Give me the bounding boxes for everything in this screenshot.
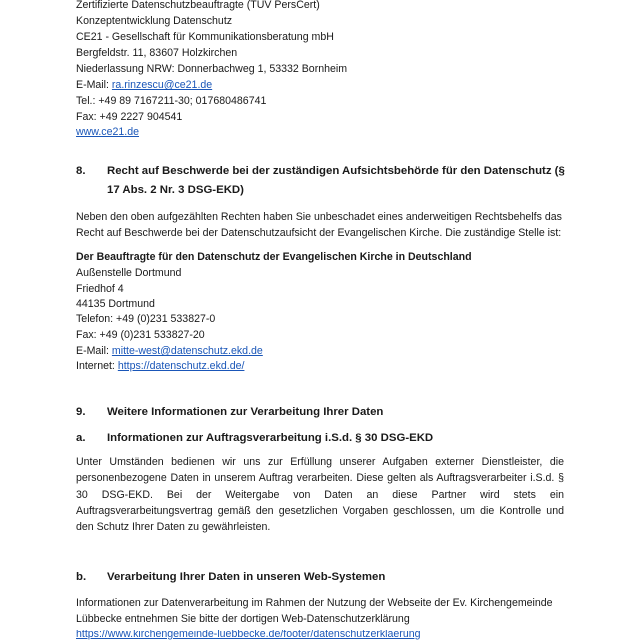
section-9-title: Weitere Informationen zur Verarbeitung Ihrer Daten <box>107 406 384 418</box>
section-8-number: 8. <box>76 165 86 177</box>
authority-email-label: E-Mail: <box>76 345 112 357</box>
section-8-title-line2: 17 Abs. 2 Nr. 3 DSG-EKD) <box>107 184 244 196</box>
authority-email-link[interactable]: mitte-west@datenschutz.ekd.de <box>111 345 263 357</box>
fax-line: Fax: +49 2227 904541 <box>76 111 183 123</box>
subsection-a-title: Informationen zur Auftragsverarbeitung i.S.d. § 30 DSG-EKD <box>107 432 434 444</box>
company-line: CE21 - Gesellschaft für Kommunikationsberatung mbH <box>76 31 334 43</box>
concept-line: Konzeptentwicklung Datenschutz <box>76 15 233 27</box>
subsection-b-line1: Informationen zur Datenverarbeitung im Rahmen der Nutzung der Webseite der Ev. Kirchengemeinde <box>76 597 553 609</box>
subsection-b-number: b. <box>76 571 87 583</box>
subsection-a-line1: Unter Umständen bedienen wir uns zur Erfüllung unserer Aufgaben externer Dienstleister, die <box>76 456 564 468</box>
subsection-a-line3: 30 DSG-EKD. Bei der Weitergabe von Daten an diese Partner wird stets ein <box>76 489 564 501</box>
email-link[interactable]: ra.rinzescu@ce21.de <box>111 79 213 91</box>
section-8-paragraph-line1: Neben den oben aufgezählten Rechten haben Sie unbeschadet eines anderweitigen Rechtsbehelfs das <box>76 211 562 223</box>
certification-line: Zertifizierte Datenschutzbeauftragte (TÜV PersCert) <box>76 0 320 11</box>
authority-office: Außenstelle Dortmund <box>76 267 182 279</box>
subsection-a-number: a. <box>76 432 86 444</box>
subsection-a-line2: personenbezogene Daten in unserem Auftrag verarbeiten. Diese gelten als Auftragsverarbeiter i.S.d. § <box>76 472 564 484</box>
email-line <box>76 78 212 92</box>
address-line: Bergfeldstr. 11, 83607 Holzkirchen <box>76 47 238 59</box>
subsection-a-line4: Auftragsverarbeitungsvertrag gemäß den gesetzlichen Vorgaben geschlossen, um die Kontrolle und <box>76 505 564 517</box>
section-8-title-line1: Recht auf Beschwerde bei der zuständigen Aufsichtsbehörde für den Datenschutz (§ <box>107 165 565 177</box>
authority-phone: Telefon: +49 (0)231 533827-0 <box>76 313 216 325</box>
subsection-b-title: Verarbeitung Ihrer Daten in unseren Web-Systemen <box>107 571 386 583</box>
phone-line: Tel.: +49 89 7167211-30; 017680486741 <box>76 95 267 107</box>
authority-internet-link[interactable]: https://datenschutz.ekd.de/ <box>117 360 245 372</box>
subsection-a-line5: den Schutz Ihrer Daten zu gewährleisten. <box>76 521 271 533</box>
subsection-b-line2: Lübbecke entnehmen Sie bitte der dortigen Web-Datenschutzerklärung <box>76 613 410 625</box>
website-link[interactable]: www.ce21.de <box>76 126 140 138</box>
web-privacy-link[interactable]: https://www.kirchengemeinde-luebbecke.de/footer/datenschutzerklaerung <box>76 630 421 640</box>
section-8-paragraph-line2: Recht auf Beschwerde bei der Datenschutzaufsicht der Evangelischen Kirche. Die zuständige Stelle ist: <box>76 227 562 239</box>
authority-internet-label: Internet: <box>76 360 118 372</box>
section-9-number: 9. <box>76 406 86 418</box>
subsection-b-link-clip <box>0 630 640 640</box>
branch-line: Niederlassung NRW: Donnerbachweg 1, 53332 Bornheim <box>76 63 348 75</box>
authority-email-line <box>76 344 263 358</box>
email-label: E-Mail: <box>76 79 112 91</box>
authority-internet-line <box>76 359 244 373</box>
authority-fax: Fax: +49 (0)231 533827-20 <box>76 329 205 341</box>
authority-city: 44135 Dortmund <box>76 298 155 310</box>
authority-street: Friedhof 4 <box>76 283 124 295</box>
authority-name: Der Beauftragte für den Datenschutz der Evangelischen Kirche in Deutschland <box>76 251 472 263</box>
